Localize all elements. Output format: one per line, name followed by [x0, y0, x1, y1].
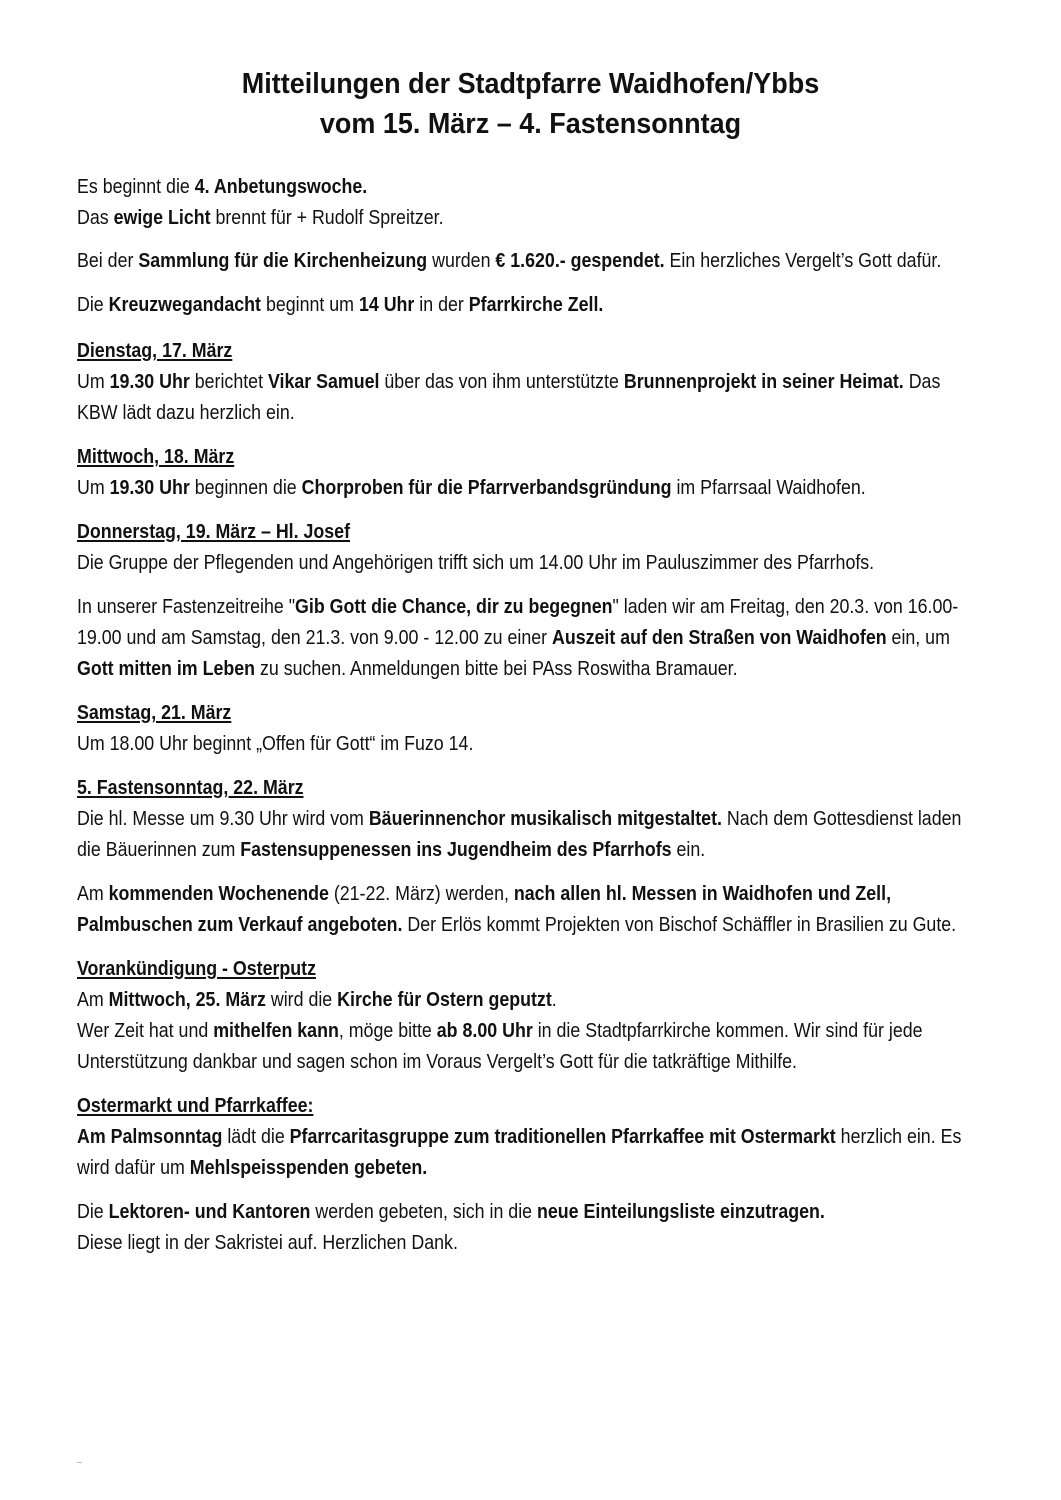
- announcement-adoration: Es beginnt die 4. Anbetungswoche. Das ewige Licht brennt für + Rudolf Spreitzer.: [77, 176, 444, 229]
- section-thursday: [77, 517, 967, 685]
- heading-ostermarkt: Ostermarkt und Pfarrkaffee:: [77, 1095, 314, 1117]
- heading-sunday: 5. Fastensonntag, 22. März: [77, 777, 304, 799]
- heading-tuesday: Dienstag, 17. März: [77, 340, 233, 362]
- section-saturday: [77, 698, 967, 760]
- palm-bundles-text: Am kommenden Wochenende (21-22. März) werden, nach allen hl. Messen in Waidhofen und Zell, Palmbuschen zum Verkauf angeboten. Der Erlös kommt Projekten von Bischof Schäffler in Brasilien zu Gute.: [77, 883, 957, 936]
- section-wednesday: [77, 442, 967, 504]
- section-tuesday: [77, 336, 967, 429]
- osterputz-text: Am Mittwoch, 25. März wird die Kirche für Ostern geputzt. Wer Zeit hat und mithelfen kann, möge bitte ab 8.00 Uhr in die Stadtpfarrkirche kommen. Wir sind für jede Unterstützung dankbar und sagen schon im Voraus Vergelt’s Gott für die tatkräftige Mithilfe.: [77, 989, 923, 1073]
- heading-saturday: Samstag, 21. März: [77, 702, 232, 724]
- fasting-series-text: In unserer Fastenzeitreihe "Gib Gott die Chance, dir zu begegnen" laden wir am Freitag, den 20.3. von 16.00-19.00 und am Samstag, den 21.3. von 9.00 - 12.00 zu einer Auszeit auf den Straßen von Waidhofen ein, um Gott mitten im Leben zu suchen. Anmeldungen bitte bei PAss Roswitha Bramauer.: [77, 596, 959, 680]
- section-ostermarkt: [77, 1091, 967, 1184]
- page-title: [37, 64, 1024, 144]
- wednesday-text: Um 19.30 Uhr beginnen die Chorproben für die Pfarrverbandsgründung im Pfarrsaal Waidhofen.: [77, 477, 866, 499]
- thursday-text: Die Gruppe der Pflegenden und Angehörigen trifft sich um 14.00 Uhr im Pauluszimmer des Pfarrhofs.: [77, 552, 875, 574]
- tuesday-text: Um 19.30 Uhr berichtet Vikar Samuel über das von ihm unterstützte Brunnenprojekt in seiner Heimat. Das KBW lädt dazu herzlich ein.: [77, 371, 941, 424]
- heading-thursday: Donnerstag, 19. März – Hl. Josef: [77, 521, 351, 543]
- announcement-collection: Bei der Sammlung für die Kirchenheizung wurden € 1.620.- gespendet. Ein herzliches Vergelt’s Gott dafür.: [77, 250, 942, 272]
- section-sunday: [77, 773, 967, 941]
- heading-osterputz: Vorankündigung - Osterputz: [77, 958, 316, 980]
- page-mark: [77, 1462, 82, 1463]
- saturday-text: Um 18.00 Uhr beginnt „Offen für Gott“ im Fuzo 14.: [77, 733, 474, 755]
- sunday-mass-text: Die hl. Messe um 9.30 Uhr wird vom Bäuerinnenchor musikalisch mitgestaltet. Nach dem Gottesdienst laden die Bäuerinnen zum Fastensuppenessen ins Jugendheim des Pfarrhofs ein.: [77, 808, 962, 861]
- title-line-2: vom 15. März – 4. Fastensonntag: [319, 108, 742, 140]
- announcement-stations-of-cross: Die Kreuzwegandacht beginnt um 14 Uhr in der Pfarrkirche Zell.: [77, 294, 604, 316]
- section-osterputz: [77, 954, 967, 1078]
- heading-wednesday: Mittwoch, 18. März: [77, 446, 235, 468]
- lectors-text: Die Lektoren- und Kantoren werden gebeten, sich in die neue Einteilungsliste einzutragen. Diese liegt in der Sakristei auf. Herzlichen Dank.: [77, 1201, 825, 1254]
- title-line-1: Mitteilungen der Stadtpfarre Waidhofen/Ybbs: [241, 68, 820, 100]
- bulletin-body: [77, 172, 967, 1272]
- ostermarkt-text: Am Palmsonntag lädt die Pfarrcaritasgruppe zum traditionellen Pfarrkaffee mit Ostermarkt herzlich ein. Es wird dafür um Mehlspeisspenden gebeten.: [77, 1126, 962, 1179]
